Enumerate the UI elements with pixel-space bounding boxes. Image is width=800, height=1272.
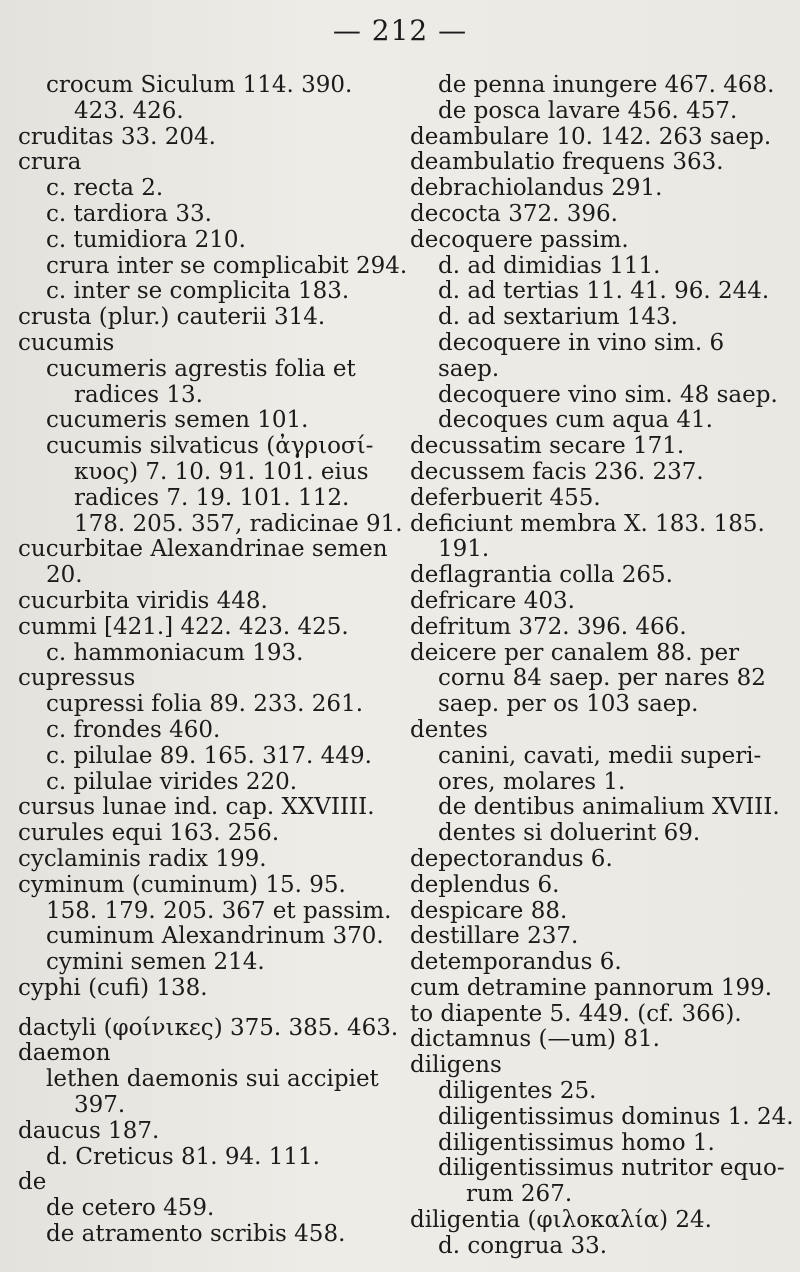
index-entry-line: d. congrua 33. (438, 1232, 608, 1259)
index-entry-line: decussatim secare 171. (410, 433, 685, 460)
index-entry-line: cyphi (cufi) 138. (18, 974, 208, 1001)
index-entry-line: dactyli (φοίνικες) 375. 385. 463. (18, 1014, 399, 1041)
index-entry-line (18, 1002, 380, 1016)
index-entry-line: de dentibus animalium XVIII. (438, 794, 780, 821)
index-entry-line: dictamnus (—um) 81. (410, 1026, 660, 1053)
index-entry-line: deferbuerit 455. (410, 484, 601, 511)
index-entry-line: deplendus 6. (410, 871, 560, 898)
index-entry-line: cucurbitae Alexandrinae semen (18, 536, 388, 563)
index-entry-line: d. ad sextarium 143. (438, 304, 678, 331)
index-entry-line: cucumeris agrestis folia et (46, 355, 356, 382)
index-entry-line: cucurbita viridis 448. (18, 587, 268, 614)
index-entry-line: radices 13. (74, 381, 203, 408)
index-entry-line: diligentissimus homo 1. (438, 1129, 715, 1156)
index-entry-line: diligens (410, 1052, 502, 1079)
index-entry-line: c. pilulae 89. 165. 317. 449. (46, 742, 372, 769)
index-entry-line: de cetero 459. (46, 1195, 215, 1222)
left-index-column (18, 72, 408, 1248)
index-entry-line: canini, cavati, medii superi- (438, 742, 762, 769)
index-entry-line: 397. (74, 1092, 126, 1119)
index-entry-line: 158. 179. 205. 367 et passim. (46, 897, 392, 924)
index-entry-line: cornu 84 saep. per nares 82 (438, 665, 766, 692)
index-entry-line: decoquere vino sim. 48 saep. (438, 381, 778, 408)
index-entry-line: d. ad dimidias 111. (438, 252, 661, 279)
index-entry-line: c. frondes 460. (46, 716, 221, 743)
index-entry-line: debrachiolandus 291. (410, 175, 663, 202)
index-entry-line: decoquere in vino sim. 6 (438, 329, 725, 356)
index-entry-line: de penna inungere 467. 468. (438, 72, 775, 98)
index-entry-line: defricare 403. (410, 587, 575, 614)
index-entry-line: curules equi 163. 256. (18, 820, 280, 847)
index-entry-line: cucumeris semen 101. (46, 407, 309, 434)
right-index-column (410, 72, 794, 1260)
index-entry-line: 178. 205. 357, radicinae 91. (74, 510, 403, 537)
index-entry-line: cucumis (18, 329, 115, 356)
index-entry-line: diligentissimus dominus 1. 24. (438, 1103, 794, 1130)
index-entry-line: dentes (410, 716, 488, 743)
index-entry-line: deambulatio frequens 363. (410, 149, 724, 176)
index-entry-line: defritum 372. 396. 466. (410, 613, 687, 640)
index-entry-line: de atramento scribis 458. (46, 1221, 346, 1248)
index-entry-line: daemon (18, 1040, 111, 1067)
index-entry-line: decussem facis 236. 237. (410, 458, 704, 485)
index-entry-line: daucus 187. (18, 1117, 160, 1144)
index-entry-line: c. hammoniacum 193. (46, 639, 304, 666)
index-entry-line: c. pilulae virides 220. (46, 768, 298, 795)
index-entry-line: cucumis silvaticus (ἀγριοσί- (46, 433, 374, 460)
index-entry-line: diligentissimus nutritor equo- (438, 1155, 785, 1182)
index-entry-line: cuminum Alexandrinum 370. (46, 923, 384, 950)
index-entry-line: c. tardiora 33. (46, 200, 212, 227)
index-entry-line: detemporandus 6. (410, 949, 622, 976)
index-entry-line: deambulare 10. 142. 263 saep. (410, 123, 772, 150)
index-entry-line: cyminum (cuminum) 15. 95. (18, 871, 346, 898)
index-entry-line: 191. (438, 536, 490, 563)
index-entry-line: crura (18, 149, 82, 176)
index-entry-line: saep. per os 103 saep. (438, 691, 699, 718)
index-entry-line: crusta (plur.) cauterii 314. (18, 304, 326, 331)
index-entry-line: c. inter se complicita 183. (46, 278, 350, 305)
index-entry-line: diligentia (φιλοκαλία) 24. (410, 1207, 712, 1234)
index-entry-line: c. tumidiora 210. (46, 226, 246, 253)
index-entry-line: c. recta 2. (46, 175, 164, 202)
index-entry-line: crocum Siculum 114. 390. (46, 72, 353, 98)
index-entry-line: cruditas 33. 204. (18, 123, 216, 150)
index-entry-line: decoques cum aqua 41. (438, 407, 713, 434)
index-entry-line: to diapente 5. 449. (cf. 366). (410, 1000, 742, 1027)
index-entry-line: κυος) 7. 10. 91. 101. eius (74, 458, 369, 485)
index-entry-line: deflagrantia colla 265. (410, 562, 673, 589)
index-entry-line: decoquere passim. (410, 226, 629, 253)
index-entry-line: cursus lunae ind. cap. XXVIIII. (18, 794, 375, 821)
page-number: — 212 — (332, 14, 468, 47)
index-entry-line: cum detramine pannorum 199. (410, 974, 773, 1001)
index-entry-line: saep. (438, 355, 500, 382)
index-entry-line: de posca lavare 456. 457. (438, 97, 738, 124)
index-entry-line: crura inter se complicabit 294. (46, 252, 408, 279)
index-entry-line: destillare 237. (410, 923, 579, 950)
index-entry-line: despicare 88. (410, 897, 568, 924)
index-entry-line: d. Creticus 81. 94. 111. (46, 1143, 320, 1170)
index-entry-line: depectorandus 6. (410, 845, 613, 872)
index-entry-line: deicere per canalem 88. per (410, 639, 740, 666)
index-entry-line: 423. 426. (74, 97, 184, 124)
index-entry-line: cupressus (18, 665, 136, 692)
index-entry-line: cupressi folia 89. 233. 261. (46, 691, 364, 718)
index-entry-line: dentes si doluerint 69. (438, 820, 701, 847)
index-entry-line: rum 267. (466, 1181, 573, 1208)
index-entry-line: d. ad tertias 11. 41. 96. 244. (438, 278, 770, 305)
index-entry-line: cymini semen 214. (46, 949, 265, 976)
index-entry-line: cyclaminis radix 199. (18, 845, 267, 872)
index-entry-line: diligentes 25. (438, 1078, 597, 1105)
index-entry-line: de (18, 1169, 47, 1196)
index-entry-line: cummi [421.] 422. 423. 425. (18, 613, 349, 640)
index-entry-line: deficiunt membra X. 183. 185. (410, 510, 765, 537)
index-entry-line: decocta 372. 396. (410, 200, 618, 227)
index-entry-line: ores, molares 1. (438, 768, 626, 795)
index-entry-line: lethen daemonis sui accipiet (46, 1066, 379, 1093)
index-entry-line: 20. (46, 562, 83, 589)
index-entry-line: radices 7. 19. 101. 112. (74, 484, 350, 511)
